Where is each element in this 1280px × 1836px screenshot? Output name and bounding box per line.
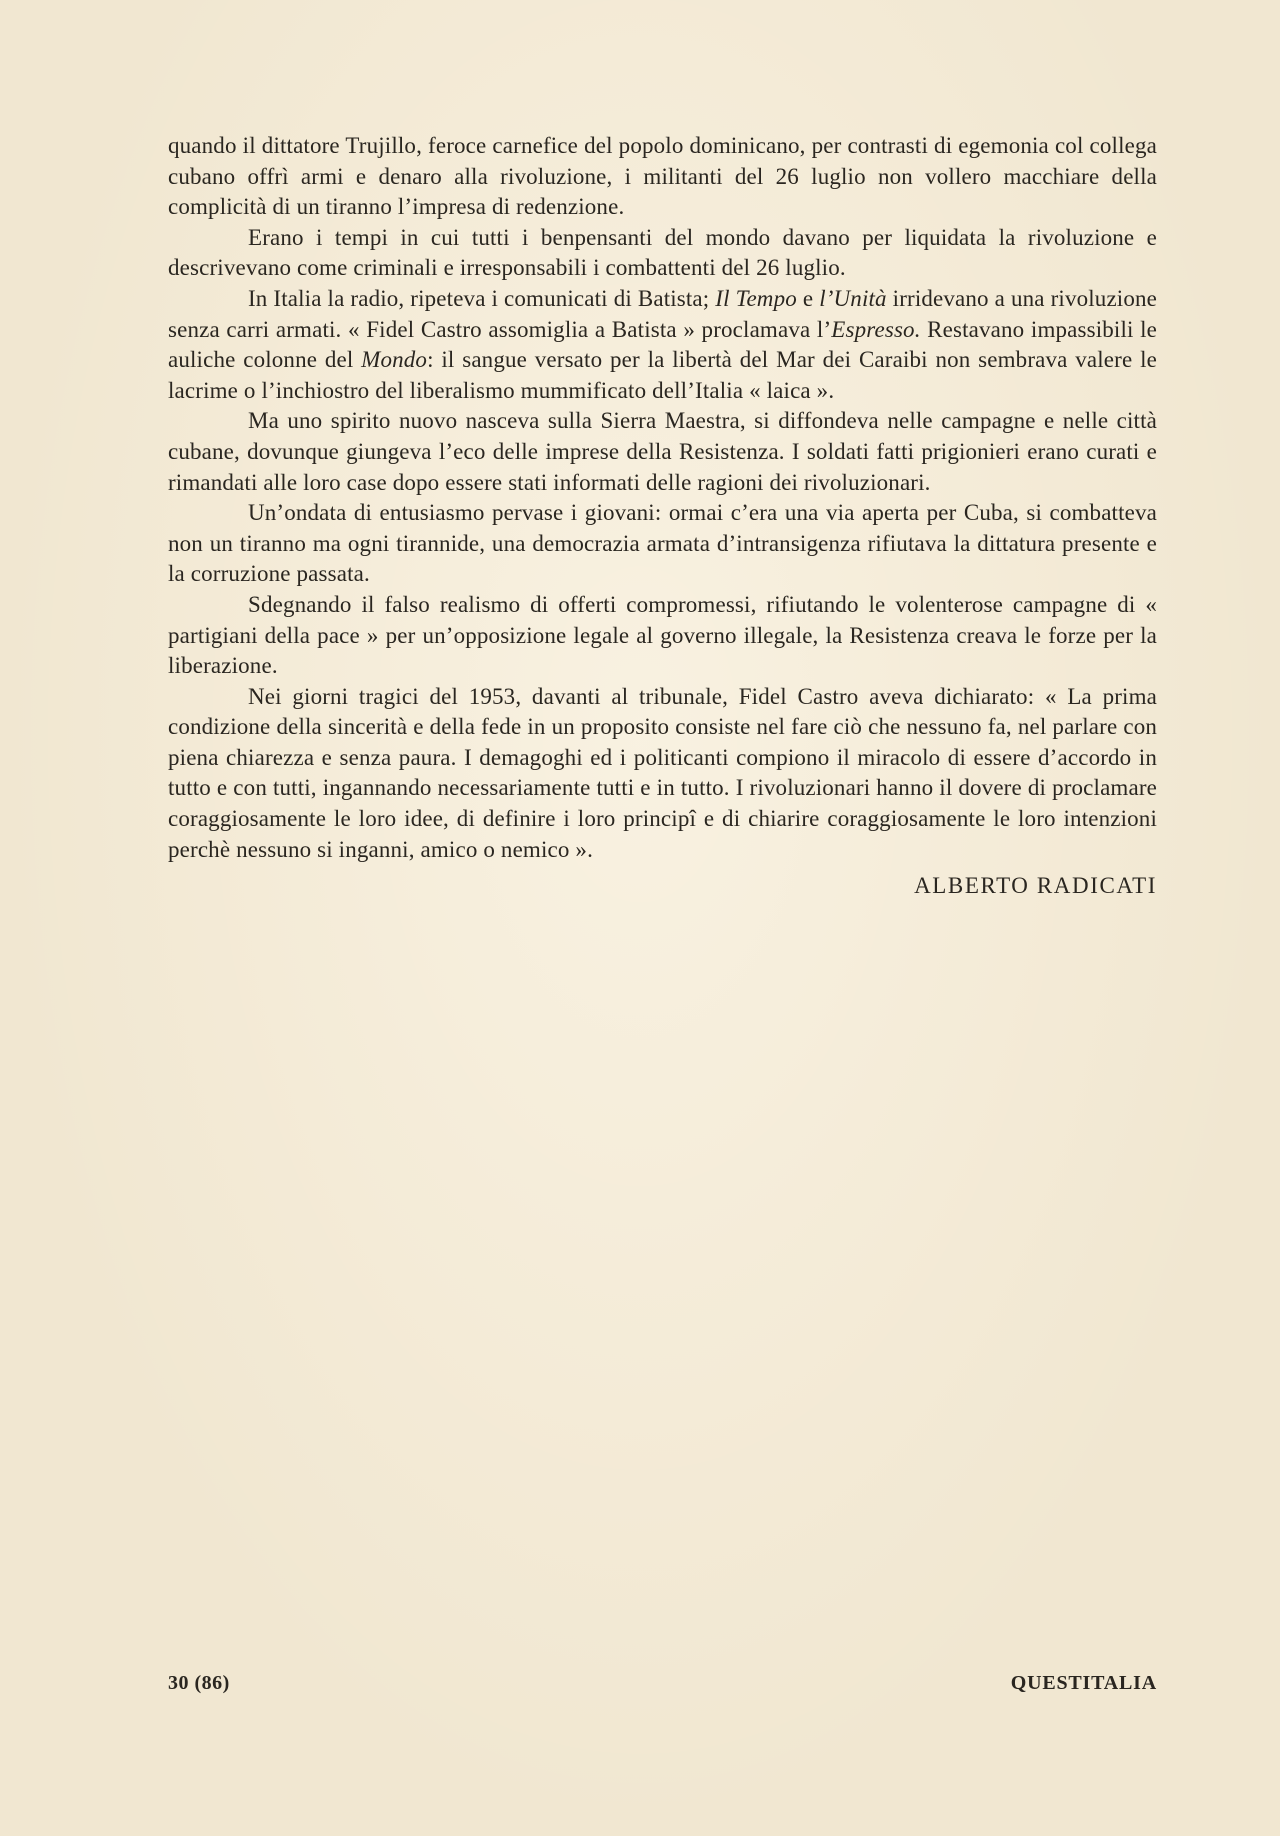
paragraph-text: Sdegnando il falso realismo di offerti compromessi, rifiutando le volenterose campagne di « partigiani della pace » per un’opposizione legale al governo illegale, la Resistenza creava le forze per la liberazione. [168, 591, 1157, 679]
paragraph-text: e [796, 285, 820, 311]
newspaper-title: Mondo [361, 347, 428, 373]
article-body [168, 131, 1157, 902]
paragraph-text: Un’ondata di entusiasmo pervase i giovani: ormai c’era una via aperta per Cuba, si combatteva non un tiranno ma ogni tirannide, una democrazia armata d’intransigenza rifiutava la dittatura presente e la corruzione passata. [168, 500, 1157, 587]
magazine-name: QUESTITALIA [1010, 1672, 1157, 1694]
paragraph [168, 131, 1157, 223]
paragraph-text: Nei giorni tragici del 1953, davanti al tribunale, Fidel Castro aveva dichiarato: « La prima condizione della sincerità e della fede in un proposito consiste nel fare ciò che nessuno fa, nel parlare con piena chiarezza e senza paura. I demagoghi ed i politicanti compiono il miracolo di essere d’accordo in tutto e con tutti, ingannando necessariamente tutti e in tutto. I rivoluzionari hanno il dovere di proclamare coraggiosamente le loro idee, di definire i loro principî e di chiarire coraggiosamente le loro intenzioni perchè nessuno si inganni, amico o nemico ». [168, 683, 1157, 862]
paragraph-text: Restavano impassibili le auliche colonne del [168, 316, 1158, 373]
paragraph [168, 590, 1157, 682]
paragraph [168, 682, 1157, 866]
newspaper-title: Espresso. [831, 316, 921, 342]
paragraph-text: irridevano a una rivoluzione senza carri armati. « Fidel Castro assomiglia a Batista » proclamava l’ [168, 285, 1157, 342]
paragraph [168, 498, 1157, 590]
paragraph-text: : il sangue versato per la libertà del Mar dei Caraibi non sembrava valere le lacrime o l’inchiostro del liberalismo mummificato dell’Italia « laica ». [168, 347, 1157, 403]
paragraph-text: quando il dittatore Trujillo, feroce carnefice del popolo dominicano, per contrasti di egemonia col collega cubano offrì armi e denaro alla rivoluzione, i militanti del 26 luglio non vollero macchiare della complicità di un tiranno l’impresa di redenzione. [168, 133, 1157, 220]
paragraph [168, 223, 1157, 284]
paragraph [168, 406, 1157, 498]
paragraph [168, 284, 1157, 406]
author-signature: ALBERTO RADICATI [914, 873, 1157, 899]
newspaper-title: l’Unità [819, 285, 887, 311]
paragraph-text: Ma uno spirito nuovo nasceva sulla Sierra Maestra, si diffondeva nelle campagne e nelle città cubane, dovunque giungeva l’eco delle imprese della Resistenza. I soldati fatti prigionieri erano curati e rimandati alle loro case dopo essere stati informati delle ragioni dei rivoluzionari. [168, 408, 1157, 495]
newspaper-title: Il Tempo [715, 285, 797, 311]
paragraph-text: In Italia la radio, ripeteva i comunicati di Batista; [248, 285, 716, 311]
page-number: 30 (86) [168, 1672, 230, 1694]
paragraph-text: Erano i tempi in cui tutti i benpensanti del mondo davano per liquidata la rivoluzione e descrivevano come criminali e irresponsabili i combattenti del 26 luglio. [168, 224, 1157, 281]
